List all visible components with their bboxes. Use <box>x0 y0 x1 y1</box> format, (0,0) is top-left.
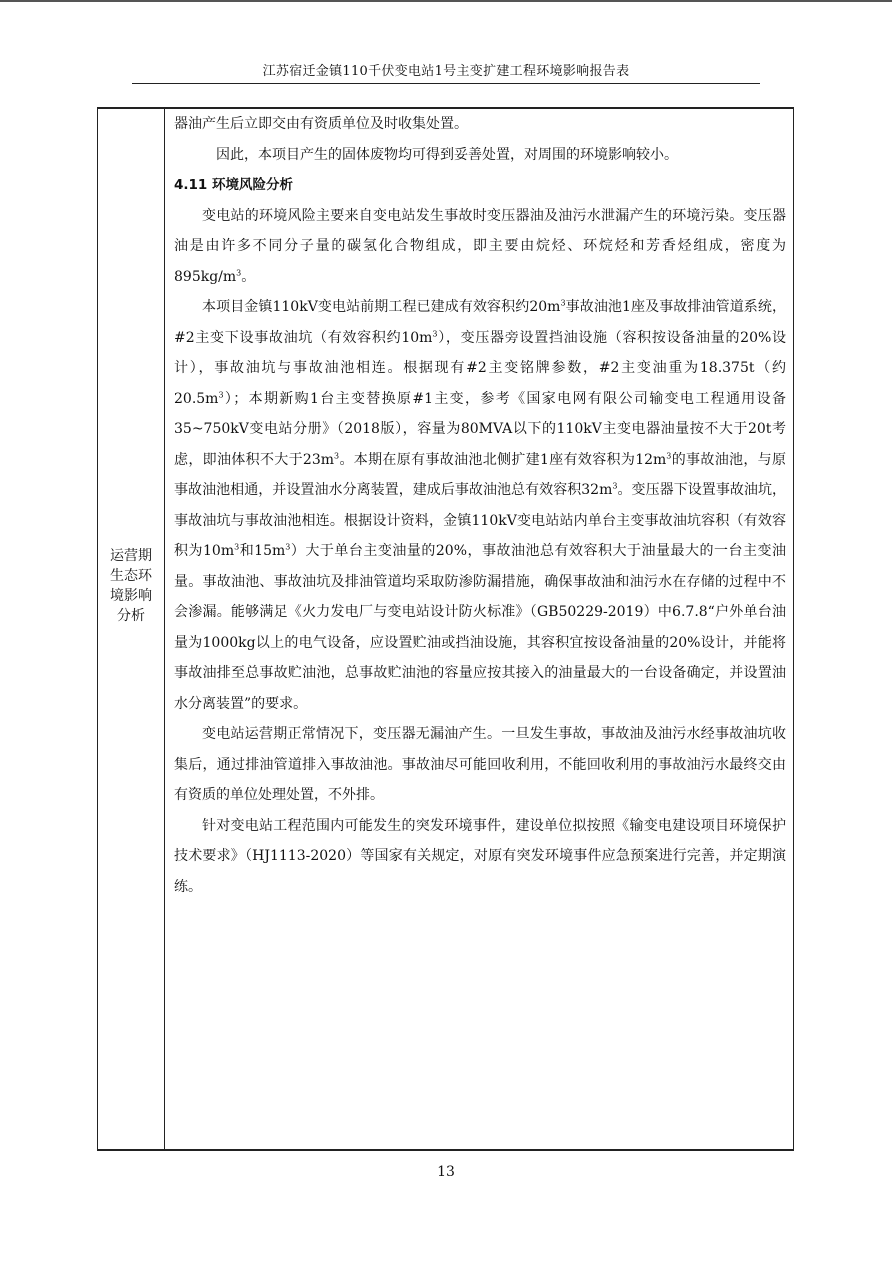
side-label-line: 分析 <box>117 608 145 624</box>
side-label-line: 生态环 <box>110 568 152 584</box>
page-number: 13 <box>437 1164 455 1180</box>
report-header-title: 江苏宿迁金镇110千伏变电站1号主变扩建工程环境影响报告表 <box>262 64 630 79</box>
section-side-label <box>98 546 164 626</box>
paragraph-oil-pit-design: 本项目金镇110kV变电站前期工程已建成有效容积约$20m^3$事故油池1座及事故排油管道系统，#2主变下设事故油坑（有效容积约$10m^3$），变压器旁设置挡油设施（容积按设备油量的20%设计），事故油坑与事故油池相连。根据现有#2主变铭牌参数，#2主变油重为18.375t（约$20.5m^3$）；本期新购1台主变替换原#1主变，参考《国家电网有限公司输变电工程通用设备35~750kV变电站分册》（2018版），容量为80MVA以下的110kV主变电器油量按不大于20t考虑，即油体积不大于$23m^3$。本期在原有事故油池北侧扩建1座有效容积为$12m^3$的事故油池，与原事故油池相通，并设置油水分离装置，建成后事故油池总有效容积$32m^3$。变压器下设置事故油坑，事故油坑与事故油池相连。根据设计资料，金镇110kV变电站站内单台主变事故油坑容积（有效容积为$10m^3$和$15m^3$）大于单台主变油量的20%，事故油池总有效容积大于油量最大的一台主变油量。事故油池、事故油坑及排油管道均采取防渗防漏措施，确保事故油和油污水在存储的过程中不会渗漏。能够满足《火力发电厂与变电站设计防火标准》（GB50229-2019）中6.7.8“户外单台油量为1000kg以上的电气设备，应设置贮油或挡油设施，其容积宜按设备油量的20%设计，并能将事故油排至总事故贮油池，总事故贮油池的容量应按其接入的油量最大的一台设备确定，并设置油水分离装置”的要求。 <box>174 298 786 712</box>
section-content <box>174 109 786 902</box>
report-table-frame <box>97 107 794 1151</box>
paragraph-continuation: 器油产生后立即交由有资质单位及时收集处置。 <box>174 116 468 132</box>
paragraph-solid-waste-conclusion: 因此，本项目产生的固体废物均可得到妥善处置，对周围的环境影响较小。 <box>216 146 678 163</box>
column-divider <box>164 109 165 1149</box>
side-label-line: 运营期 <box>110 548 152 564</box>
header-rule <box>132 83 760 84</box>
paragraph-normal-operation: 变电站运营期正常情况下，变压器无漏油产生。一旦发生事故，事故油及油污水经事故油坑收集后，通过排油管道排入事故油池。事故油尽可能回收利用，不能回收利用的事故油污水最终交由有资质的单位处理处置，不外排。 <box>174 726 786 803</box>
paragraph-risk-source: 变电站的环境风险主要来自变电站发生事故时变压器油及油污水泄漏产生的环境污染。变压器油是由许多不同分子量的碳氢化合物组成，即主要由烷烃、环烷烃和芳香烃组成，密度为$895kg/m^3$。 <box>174 207 786 285</box>
paragraph-emergency-plan: 针对变电站工程范围内可能发生的突发环境事件，建设单位拟按照《输变电建设项目环境保护技术要求》（HJ1113-2020）等国家有关规定，对原有突发环境事件应急预案进行完善，并定期演练。 <box>174 817 786 895</box>
side-label-line: 境影响 <box>110 588 152 604</box>
page-top-rule <box>0 0 892 2</box>
section-heading: 4.11 环境风险分析 <box>174 177 294 193</box>
